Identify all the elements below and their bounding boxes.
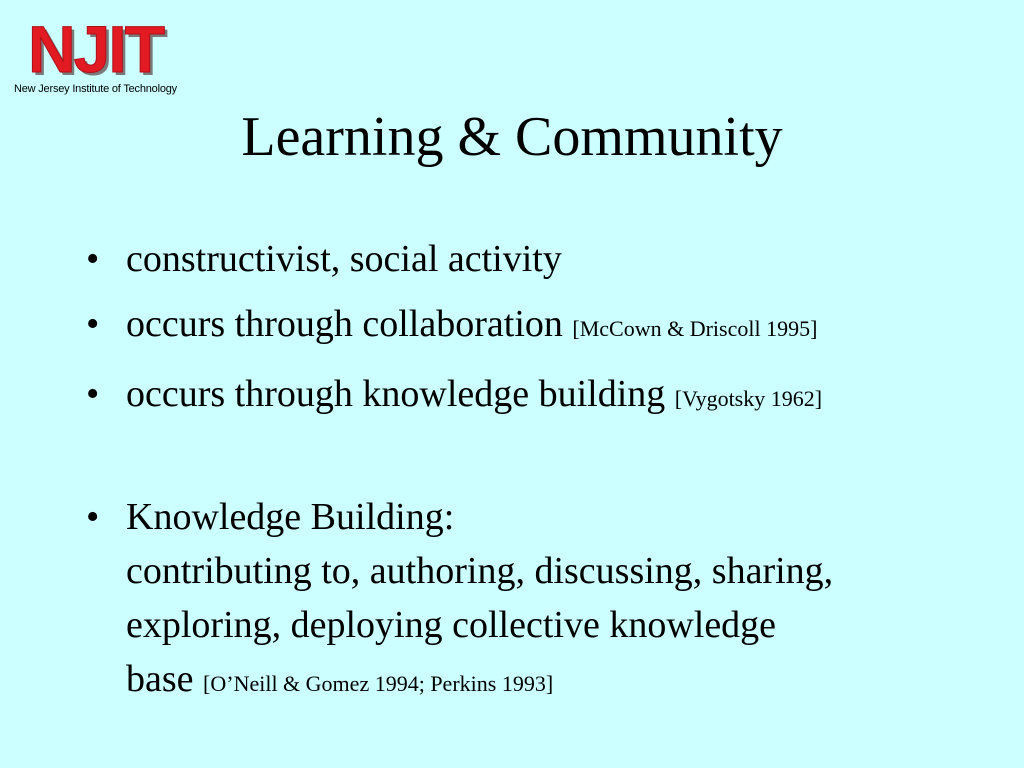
knowledge-building-last-line bbox=[126, 652, 1006, 711]
knowledge-building-line: contributing to, authoring, discussing, sharing, bbox=[126, 550, 834, 592]
bullet-item-knowledge-building bbox=[86, 490, 1006, 711]
bullet-icon: • bbox=[86, 303, 100, 345]
logo-subtitle: New Jersey Institute of Technology bbox=[14, 83, 177, 95]
bullet-text: occurs through collaboration bbox=[126, 303, 573, 345]
njit-logo bbox=[14, 12, 220, 98]
logo-wordmark: NJIT bbox=[28, 12, 164, 86]
bullet-text: constructivist, social activity bbox=[126, 238, 562, 280]
bullet-item bbox=[86, 367, 1006, 426]
bullet-text: occurs through knowledge building bbox=[126, 373, 675, 415]
bullet-item bbox=[86, 297, 1006, 356]
citation: [Vygotsky 1962] bbox=[674, 386, 823, 411]
bullet-icon: • bbox=[86, 496, 100, 538]
knowledge-building-heading: Knowledge Building: bbox=[126, 496, 455, 538]
bullet-icon: • bbox=[86, 373, 100, 415]
bullet-icon: • bbox=[86, 238, 100, 280]
knowledge-building-line: exploring, deploying collective knowledge bbox=[126, 604, 777, 646]
slide-title: Learning & Community bbox=[241, 106, 783, 168]
bullet-item bbox=[86, 232, 1006, 286]
knowledge-building-line: base bbox=[126, 658, 204, 700]
bullet-list bbox=[86, 232, 1006, 722]
citation: [O’Neill & Gomez 1994; Perkins 1993] bbox=[203, 671, 554, 696]
citation: [McCown & Driscoll 1995] bbox=[572, 316, 818, 341]
